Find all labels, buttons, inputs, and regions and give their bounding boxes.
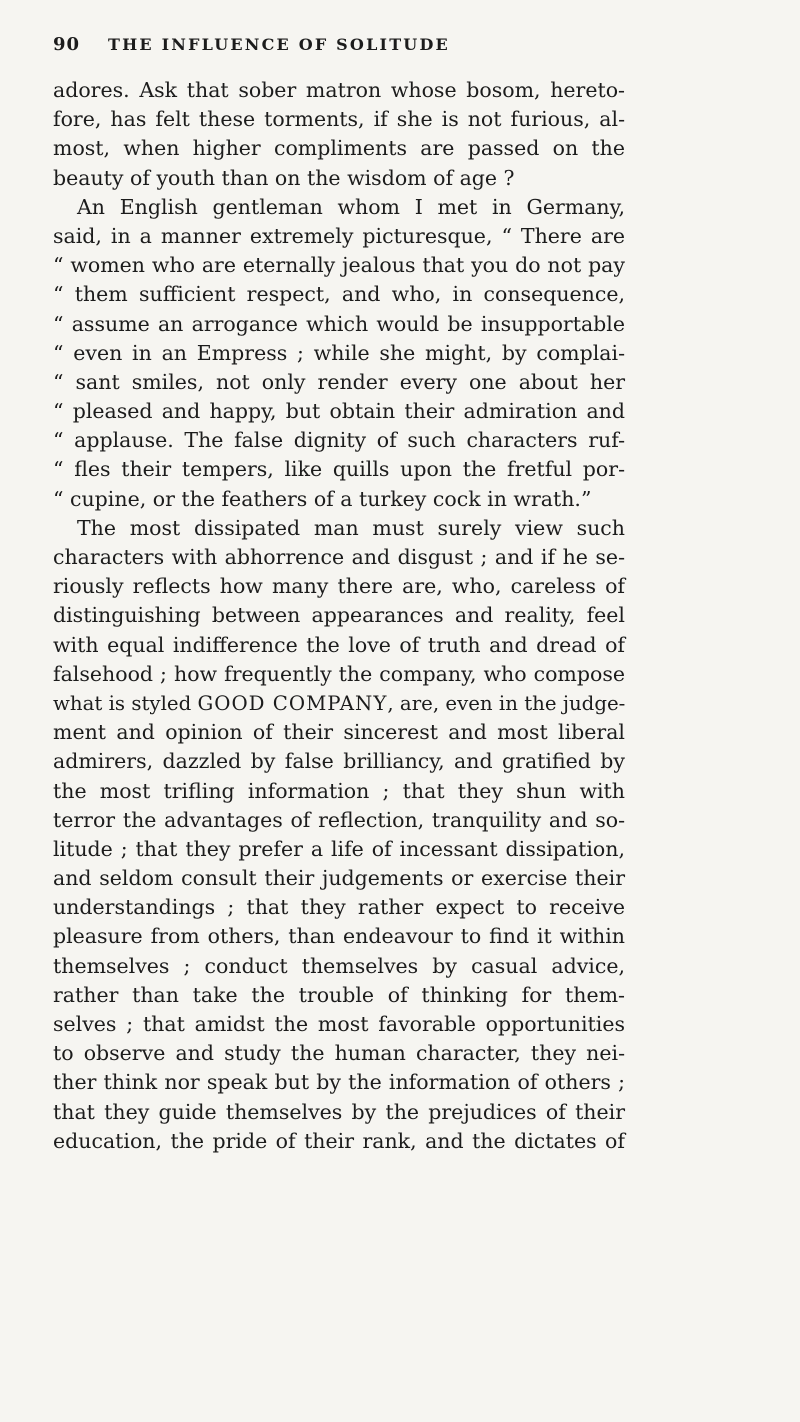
text-line: education, the pride of their rank, and the dictates of (53, 1128, 625, 1153)
text-line: rather than take the trouble of thinking for them- (53, 982, 625, 1007)
text-line: ther think nor speak but by the information of others ; (53, 1070, 625, 1095)
text-line: “ assume an arrogance which would be insupportable (53, 311, 625, 336)
text-line: the most trifling information ; that they shun with (53, 778, 625, 803)
text-line: An English gentleman whom I met in Germany, (77, 194, 625, 219)
text-line: ment and opinion of their sincerest and most liberal (53, 720, 625, 745)
text-line: understandings ; that they rather expect to receive (53, 895, 625, 920)
text-line (53, 689, 625, 718)
text-line: adores. Ask that sober matron whose bosom, hereto- (53, 78, 625, 102)
text-line: selves ; that amidst the most favorable opportunities (53, 1012, 625, 1036)
text-line: beauty of youth than on the wisdom of age ? (53, 165, 515, 190)
text-line: said, in a manner extremely picturesque, “ There are (53, 223, 625, 248)
text-line: The most dissipated man must surely view such (77, 515, 625, 540)
text-line: themselves ; conduct themselves by casual advice, (53, 953, 625, 978)
text-line: “ cupine, or the feathers of a turkey cock in wrath.” (53, 486, 592, 511)
text-line: riously reflects how many there are, who, careless of (53, 574, 625, 599)
body-text (53, 76, 625, 1156)
text-fragment: , are, even in the judge- (387, 691, 626, 715)
text-fragment: what is styled (53, 691, 198, 715)
running-head-title: THE INFLUENCE OF SOLITUDE (108, 35, 450, 54)
text-line: “ fles their tempers, like quills upon the fretful por- (53, 457, 625, 482)
text-line: pleasure from others, than endeavour to find it within (53, 924, 625, 949)
text-line: “ them sufficient respect, and who, in consequence, (53, 282, 625, 307)
text-line: fore, has felt these torments, if she is not furious, al- (53, 107, 625, 132)
running-head (53, 34, 625, 64)
text-line: and seldom consult their judgements or exercise their (53, 866, 625, 891)
text-line: “ women who are eternally jealous that you do not pay (53, 253, 625, 278)
text-line: “ applause. The false dignity of such characters ruf- (53, 428, 625, 453)
text-line: “ sant smiles, not only render every one about her (53, 369, 625, 394)
text-line: characters with abhorrence and disgust ; and if he se- (53, 545, 625, 569)
text-line: “ pleased and happy, but obtain their admiration and (53, 399, 625, 424)
text-line: most, when higher compliments are passed on the (53, 136, 625, 161)
text-line: admirers, dazzled by false brilliancy, and gratified by (53, 749, 625, 774)
text-line: “ even in an Empress ; while she might, by complai- (53, 340, 625, 365)
text-line: to observe and study the human character, they nei- (53, 1041, 625, 1066)
text-line: terror the advantages of reflection, tranquility and so- (53, 807, 625, 832)
page-number: 90 (53, 34, 81, 55)
text-line: with equal indifference the love of truth and dread of (53, 632, 625, 657)
text-line: that they guide themselves by the prejudices of their (53, 1099, 625, 1124)
text-line: falsehood ; how frequently the company, who compose (53, 661, 625, 686)
text-line: litude ; that they prefer a life of incessant dissipation, (53, 836, 625, 861)
text-line: distinguishing between appearances and reality, feel (53, 603, 625, 628)
small-caps-phrase: GOOD COMPANY (197, 691, 388, 715)
